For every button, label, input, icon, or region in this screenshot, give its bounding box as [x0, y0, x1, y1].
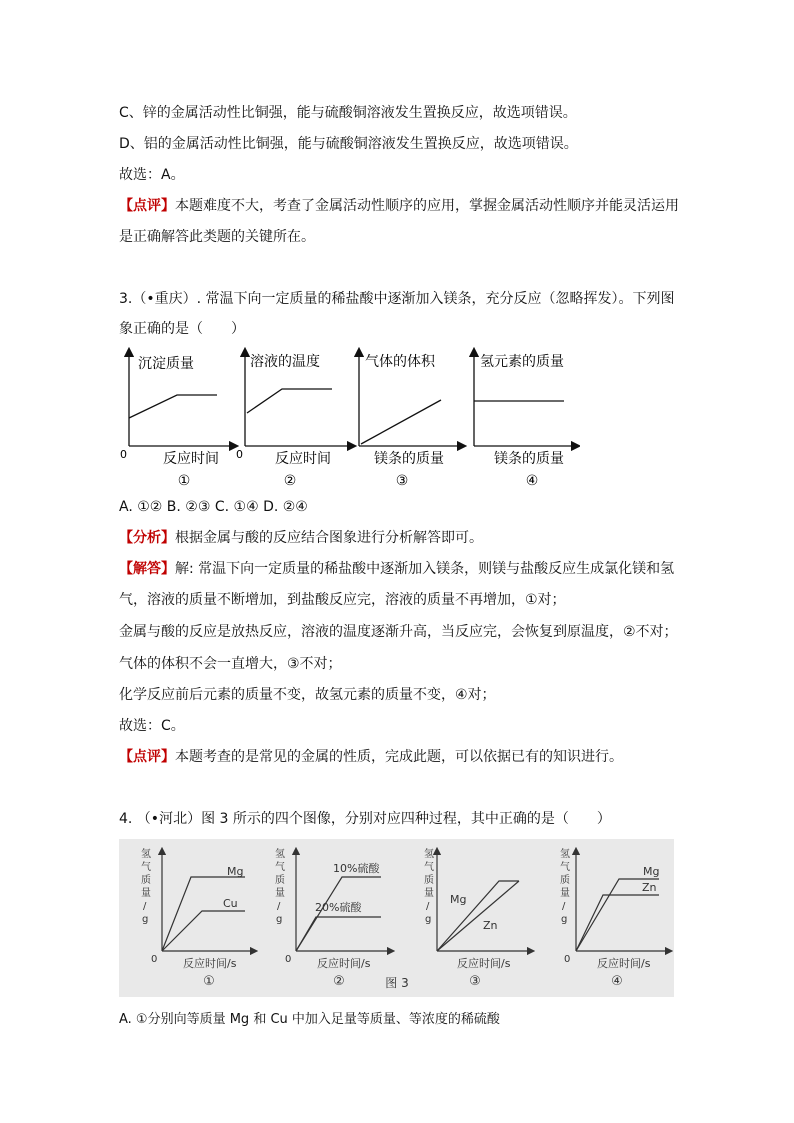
comment-text: 本题难度不大，考查了金属活动性顺序的应用，掌握金属活动性顺序并能灵活运用: [175, 198, 679, 214]
q3-graph-2-num: ②: [283, 473, 297, 489]
origin-label: 0: [236, 448, 243, 461]
q3-graph-1-ylabel: 沉淀质量: [138, 356, 194, 372]
q4-figure-caption: 图 3: [385, 976, 409, 990]
q4-ylabel-char: 质: [275, 875, 285, 886]
question-4: 4. （•河北）图 3 所示的四个图像，分别对应四种过程，其中正确的是（ ）: [119, 811, 611, 827]
origin-label: 0: [120, 448, 127, 461]
q4-xlabel: 反应时间/s: [597, 957, 651, 970]
q4-ylabel-char: 氢: [560, 849, 570, 860]
q3-graph-1-num: ①: [177, 473, 191, 489]
q3-graph-1-xlabel: 反应时间: [163, 451, 219, 467]
q4-graph-3-label: Mg: [450, 893, 467, 906]
comment-tag: 【点评】: [119, 198, 175, 214]
q3-graph-3: [359, 352, 462, 489]
analysis-text: 根据金属与酸的反应结合图象进行分析解答即可。: [175, 530, 483, 546]
q3-figure: [116, 346, 580, 490]
text-line: 是正确解答此类题的关键所在。: [119, 229, 315, 245]
q3-graph-2-line: [247, 389, 332, 413]
comment-tag: 【点评】: [119, 749, 175, 765]
q4-graph-4-label: Mg: [643, 865, 660, 878]
q4-ylabel-char: 气: [275, 862, 285, 873]
origin-label: 0: [285, 954, 292, 965]
q4-graph-3-label: Zn: [483, 919, 498, 932]
comment-line: [119, 747, 623, 767]
comment-text: 本题考查的是常见的金属的性质，完成此题，可以依据已有的知识进行。: [175, 749, 623, 765]
text-line: 气，溶液的质量不断增加，到盐酸反应完，溶液的质量不再增加，①对；: [119, 592, 566, 608]
q4-graph-1-label: Mg: [227, 865, 244, 878]
q3-options: A. ①② B. ②③ C. ①④ D. ②④: [119, 499, 308, 515]
q4-graph-2-num: ②: [333, 974, 345, 989]
q4-ylabel-char: 量: [141, 888, 151, 899]
q3-graph-3-xlabel: 镁条的质量: [374, 451, 444, 467]
q4-ylabel-char: 量: [560, 888, 570, 899]
q4-ylabel-char: g: [276, 914, 283, 925]
q4-ylabel-char: 量: [424, 888, 434, 899]
origin-label: 0: [151, 954, 158, 965]
q4-graph-3-num: ③: [469, 974, 481, 989]
q4-figure: [119, 839, 674, 997]
answer-line: [119, 559, 674, 579]
text-line: 化学反应前后元素的质量不变，故氢元素的质量不变，④对；: [119, 687, 496, 703]
q4-ylabel-char: 气: [424, 862, 434, 873]
q3-graph-3-num: ③: [395, 473, 409, 489]
q4-xlabel: 反应时间/s: [183, 957, 237, 970]
q3-graph-4-xlabel: 镁条的质量: [494, 451, 564, 467]
q4-ylabel-char: /: [562, 901, 566, 912]
q3-graph-1-line: [129, 395, 217, 418]
q4-xlabel: 反应时间/s: [457, 957, 511, 970]
q4-graph-1-num: ①: [203, 974, 215, 989]
q4-ylabel-char: 气: [141, 862, 151, 873]
q3-graph-3-line: [361, 400, 441, 444]
q4-graph-4-label: Zn: [642, 881, 657, 894]
text-line: 故选：A。: [119, 167, 185, 183]
q4-ylabel-char: 质: [560, 875, 570, 886]
text-line: 故选：C。: [119, 718, 185, 734]
q4-ylabel-char: 量: [275, 888, 285, 899]
question-3: 3.（•重庆）. 常温下向一定质量的稀盐酸中逐渐加入镁条，充分反应（忽略挥发）。下列图: [119, 291, 675, 307]
q4-ylabel-char: g: [142, 914, 149, 925]
text-line: 气体的体积不会一直增大，③不对；: [119, 656, 342, 672]
q4-ylabel-char: 质: [141, 875, 151, 886]
q3-graph-4: [474, 352, 576, 489]
q4-graph-4-num: ④: [611, 974, 623, 989]
q4-graph-2-label: 20%硫酸: [315, 901, 362, 914]
q3-graph-4-ylabel: 氢元素的质量: [480, 354, 564, 370]
q4-ylabel-char: /: [143, 901, 147, 912]
q3-graph-3-ylabel: 气体的体积: [365, 354, 435, 370]
answer-tag: 【解答】: [119, 561, 175, 577]
q4-graph-1-label: Cu: [223, 897, 238, 910]
q4-graph-2-label: 10%硫酸: [333, 862, 380, 875]
question-3-cont: 象正确的是（ ）: [119, 321, 245, 337]
q3-graph-2: [236, 352, 352, 489]
q4-ylabel-char: g: [561, 914, 568, 925]
q3-graph-2-xlabel: 反应时间: [275, 451, 331, 467]
text-line: D、铝的金属活动性比铜强，能与硫酸铜溶液发生置换反应，故选项错误。: [119, 136, 578, 152]
q4-ylabel-char: 氢: [275, 849, 285, 860]
q3-graph-4-num: ④: [525, 473, 539, 489]
q4-ylabel-char: 质: [424, 875, 434, 886]
q4-ylabel-char: 氢: [141, 849, 151, 860]
q4-ylabel-char: g: [425, 914, 432, 925]
q4-option-a: A. ①分别向等质量 Mg 和 Cu 中加入足量等质量、等浓度的稀硫酸: [119, 1012, 500, 1027]
q4-ylabel-char: /: [426, 901, 430, 912]
analysis-tag: 【分析】: [119, 530, 175, 546]
text-line: C、锌的金属活动性比铜强，能与硫酸铜溶液发生置换反应，故选项错误。: [119, 105, 577, 121]
comment-line: [119, 196, 679, 216]
origin-label: 0: [564, 954, 571, 965]
answer-text: 解: 常温下向一定质量的稀盐酸中逐渐加入镁条，则镁与盐酸反应生成氯化镁和氢: [175, 561, 675, 577]
q4-ylabel-char: 氢: [424, 849, 434, 860]
analysis-line: [119, 528, 483, 548]
q4-ylabel-char: 气: [560, 862, 570, 873]
q4-xlabel: 反应时间/s: [317, 957, 371, 970]
q3-graph-1: [120, 352, 234, 489]
q3-graph-2-ylabel: 溶液的温度: [250, 354, 320, 370]
q4-ylabel-char: /: [277, 901, 281, 912]
text-line: 金属与酸的反应是放热反应，溶液的温度逐渐升高，当反应完，会恢复到原温度，②不对；: [119, 624, 678, 640]
